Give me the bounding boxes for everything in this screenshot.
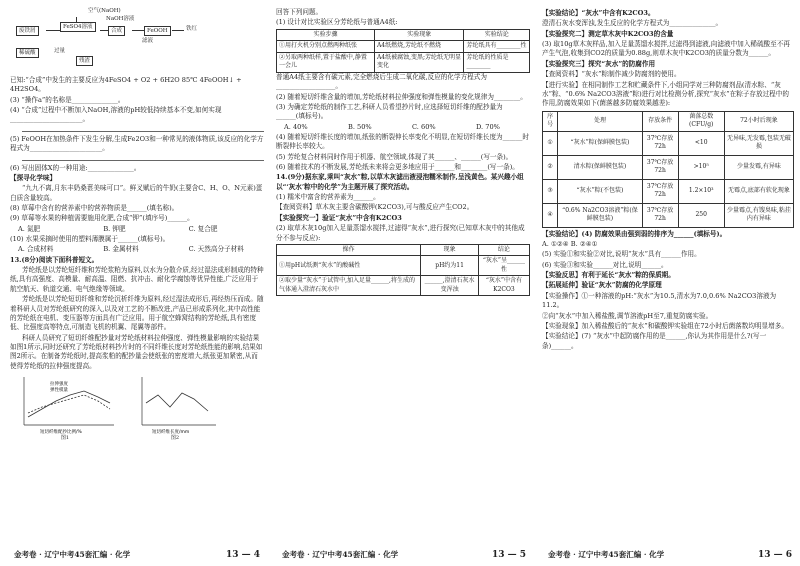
option-a[interactable]: A. 合成材料	[18, 245, 54, 254]
question-14-1: (1) 糯米中富含的营养素为______。	[276, 193, 380, 202]
experiment-phenomenon: 【实验现象】加入稀盐酸后的“灰水”和碳酸钾实验组在72小时后菌落数均明显增多。	[542, 321, 788, 330]
option-a[interactable]: A. 40%	[284, 122, 308, 131]
table-header: 实验现象	[374, 29, 464, 41]
section-title: 【探寻化学味】	[10, 173, 57, 182]
table-cell: 250	[678, 203, 724, 227]
figure-1-xlabel: 短切纤维配抄比例/%	[40, 430, 82, 436]
question-4: (4) “合成”过程中不断加入NaOH,溶液的pH较低持续基本不变,如何实现______________________。	[10, 106, 222, 124]
table-cell: ①用打火机分别点燃两种纸张	[277, 41, 375, 53]
question-5: (5) FeOOH在加热条件下发生分解,生成Fe2O3和一种常见的液体物质,该反应的化学方程式为______________________。	[10, 134, 264, 153]
flow-product-label: 铁红	[186, 26, 198, 32]
option-b[interactable]: B. 钾肥	[103, 224, 126, 233]
question-6: (6) 实验③和实验______对比,说明______。	[542, 260, 668, 269]
table-cell: 37℃存放72h	[642, 203, 678, 227]
table-header: 处理	[558, 111, 642, 131]
experiment-conclusion: 【实验结论】“灰水”中含有K2CO3。	[542, 9, 655, 17]
table-cell: ②另取两种纸样,置于盐酸中,静置一会儿	[277, 52, 375, 72]
table-cell: 清水粽(保鲜膜包装)	[558, 155, 642, 179]
table-cell[interactable]: 芳纶纸具有________性	[464, 41, 530, 53]
table-cell: “灰水”粽(不包装)	[558, 179, 642, 203]
page-column-2	[268, 0, 534, 566]
question-4: (4) 随着短切纤维长度的增加,纸张的断裂伸长率变化不明显,在短切纤维长度为______时断裂伸长率较大。	[276, 132, 530, 151]
table-cell: 无霉点,底部有软化现象	[724, 179, 793, 203]
flow-naoh-label: NaOH溶液	[106, 16, 135, 22]
experiment-setup: 【进行实验】在相同制作工艺和贮藏条件下,小组同学对三种防腐剂品(清水粽、“灰水”粽、“0.6% Na2CO3溶液”粽)进行对比检测分析,探究“灰水”在粽子存放过程中的作用,防腐效果如下(菌落越多防腐效果越差):	[542, 80, 789, 108]
table-header: 现象	[421, 244, 478, 256]
figure-1-legend-1: 拉伸强度	[50, 382, 68, 388]
table-header: 操作	[277, 244, 421, 256]
flow-waste-box: 废铁屑	[16, 26, 39, 36]
question-2: (2) 随着短切纤维含量的增加,芳纶纸材料拉伸强度和弹性模量的变化规律为________。	[276, 92, 527, 101]
section-title: 【实验探究二】测定草木灰中K2CO3的含量	[542, 29, 674, 38]
option-d[interactable]: D. 70%	[476, 122, 500, 131]
table-cell: 37℃存放72h	[642, 131, 678, 155]
table-cell: 37℃存放72h	[642, 179, 678, 203]
question-10: (10) 水果采摘时使用的塑料薄膜属于______(填标号)。	[10, 235, 170, 244]
table-row	[277, 256, 530, 276]
table-cell: 少量霉点,有馊臭味,粘挂内有异味	[724, 203, 793, 227]
table-cell: “灰水”中含有K2CO3	[478, 276, 529, 296]
table-row	[543, 179, 794, 203]
answer-line[interactable]	[22, 156, 264, 161]
intro-line: 回答下列问题。	[276, 8, 323, 16]
options-3	[284, 123, 530, 132]
question-5: (5) 实验①和实验②对比,说明“灰水”具有______作用。	[542, 250, 701, 259]
footer-title: 金考卷 · 辽宁中考45套汇编 · 化学	[14, 550, 131, 560]
page-number: 13 — 4	[225, 550, 260, 561]
question-7: 【实验结论】(7) “灰水”中起防腐作用的是______,你认为其作用是什么?(写一条)______。	[542, 332, 767, 350]
table-cell: <10	[678, 131, 724, 155]
table-cell: >10⁵	[678, 155, 724, 179]
question-1: (1) 设计对比实验区分芳纶纸与普通A4纸:	[276, 18, 398, 27]
flow-tank-box: 合成	[108, 26, 125, 36]
flow-feso4-box: FeSO4溶液	[60, 22, 96, 32]
table-cell[interactable]: ______,澄清石灰水变浑浊	[421, 276, 478, 296]
flow-excess-label: 过量	[54, 48, 66, 54]
passage-paragraph-2: 芳纶纸是以芳纶短切纤维和芳纶沉析纤维为原料,经过湿法成形后,再经热压而成。随着科研人员对芳纶纸研究的深入,以及对工艺的不断改进,产品已形成系列化,其中高性能的芳纶纸在电机、变压器等方面具有广泛应用。用于航空蜂窝结构的芳纶纸,具有密度低、比强度高等特点,可制造飞机的机翼、尾翼等部件。	[10, 295, 264, 332]
footer-title: 金考卷 · 辽宁中考45套汇编 · 化学	[282, 550, 399, 560]
table-row	[277, 52, 530, 72]
process-flow-diagram	[10, 8, 264, 74]
page-column-1	[0, 0, 268, 566]
figure-1-legend-2: 弹性模量	[50, 388, 68, 394]
table-cell: “灰水”粽(保鲜膜包装)	[558, 131, 642, 155]
experiment-table-2	[276, 244, 530, 297]
table-cell: ③	[543, 179, 558, 203]
question-3: (3) “操作a”的名称是______________。	[10, 95, 125, 104]
table-header: 序号	[543, 111, 558, 131]
page-footer	[0, 549, 268, 562]
table-header: 72小时后现象	[724, 111, 793, 131]
experiment-reflection: 【实验反思】有利于延长“灰水”粽的保质期。	[542, 271, 675, 280]
question-4-options[interactable]: A. ①②④ B. ②④①	[542, 239, 598, 248]
reference-info: 【查阅资料】草木灰主要含碳酸钾(K2CO3),可与酸反应产生CO2。	[276, 203, 474, 212]
table-cell: A4纸被腐蚀,变黑;芳纶纸无明显变化	[374, 52, 464, 72]
option-c[interactable]: C. 60%	[412, 122, 436, 131]
figure-1-caption: 图1	[60, 435, 70, 442]
question-6: (6) 写出固体X的一种用途:______________。	[10, 163, 141, 172]
figure-1	[10, 373, 120, 442]
question-9: (9) 草莓等水果的种植需要施用化肥,合成“钾”(填序号)______。	[10, 214, 194, 223]
question-3: (3) 取10g草木灰样品,加入足量蒸馏水搅拌,过滤得到滤液,向滤液中加入稀硫酸至不再产生气泡,收集到CO2的质量为0.88g,则草木灰中K2CO3的质量分数为______。	[542, 40, 790, 58]
table-header: 实验结论	[464, 29, 530, 41]
preservation-table	[542, 111, 794, 228]
table-header: 结论	[478, 244, 529, 256]
table-cell: 1.2×10³	[678, 179, 724, 203]
table-cell[interactable]: “灰水”呈______性	[478, 256, 529, 276]
table-header: 存放条件	[642, 111, 678, 131]
page-column-3	[534, 0, 800, 566]
page-footer	[534, 549, 800, 562]
figure-2	[130, 373, 220, 442]
table-header: 实验步骤	[277, 29, 375, 41]
question-8: (8) 草莓中含有的营养素中的营养物质是______(填名称)。	[10, 203, 179, 212]
page-footer	[268, 549, 534, 562]
question-13-title: 13.(8分)阅读下面科普短文。	[10, 255, 99, 264]
experiment-operation-2: ②向“灰水”中加入稀盐酸,调节溶液pH至7,重复防腐实验。	[542, 311, 713, 320]
passage-paragraph-3: 科研人员研究了短切纤维配抄量对芳纶纸材料拉伸强度、弹性模量影响的实验结果如图1所示,同时还研究了芳纶纸材料抄片时的不同纤维长度对芳纶纸性能的影响,结果如图2所示。在制备芳纶纸时,提高浆粕的配抄量会使纸张的密度增大,纸张更加紧密,从而使得芳纶纸的拉伸强度提高。	[10, 333, 263, 370]
figure-1-chart	[10, 373, 120, 435]
section-title: 【实验探究三】探究“灰水”的防腐作用	[542, 59, 656, 68]
table-cell: pH约为11	[421, 256, 478, 276]
table-cell: 无异味,无发霉,包装无破损	[724, 131, 793, 155]
options-9	[18, 225, 264, 234]
option-b[interactable]: B. 金属材料	[103, 245, 139, 254]
question-14-2: (2) 取草木灰10g加入足量蒸馏水搅拌,过滤得“灰水”,进行探究(已知草木灰中的其他成分不参与反应):	[276, 224, 525, 242]
flow-h2so4-box: 稀硫酸	[16, 48, 39, 58]
table-cell: 37℃存放72h	[642, 155, 678, 179]
table-cell[interactable]: ②取少量“灰水”于试管中,加入足量______,将生成的气体通入澄清石灰水中	[277, 276, 421, 296]
table-header: 菌落总数(CFU/g)	[678, 111, 724, 131]
flow-filtrate-label: 滤液	[142, 38, 154, 44]
reference-info: 【查阅资料】“灰水”粽制作减少防腐剂的使用。	[542, 70, 681, 79]
table-cell: 少量发霉,有异味	[724, 155, 793, 179]
experiment-operation-1: 【实验操作】①一种溶液的pH:“灰水”为10.5,清水为7.0,0.6% Na2CO3溶液为11.2。	[542, 291, 777, 310]
page-number: 13 — 6	[757, 550, 792, 561]
option-c[interactable]: C. 复合肥	[188, 224, 218, 233]
options-10	[18, 245, 264, 254]
answer-line[interactable]	[22, 127, 264, 132]
passage-paragraph-1: 芳纶纸是以芳纶短纤维和芳纶浆粕为原料,以水为分散介质,经过湿法成形制成的特种纸,具有高强度、高模量、耐高温、阻燃、抗冲击、耐化学腐蚀等优异性能,广泛应用于航空航天、轨道交通、电气绝缘等领域。	[10, 266, 264, 293]
question-1-equation: 普通A4纸主要含有碳元素,完全燃烧后生成二氧化碳,反应的化学方程式为__________________。	[276, 72, 487, 91]
page-number: 13 — 5	[491, 550, 526, 561]
option-b[interactable]: B. 50%	[348, 122, 372, 131]
option-a[interactable]: A. 氮肥	[18, 224, 41, 233]
experiment-table-1	[276, 29, 530, 73]
life-intro: “九九不离,月东丰奶桑葚美味可口”。鲜叉赋后的牛奶(主要含C、H、O、N元素)蛋白质含量较高。	[10, 184, 263, 202]
flow-air-label: 空气(NaOH)	[88, 8, 121, 14]
section-title: 【拓展延伸】验证“灰水”防腐的化学原理	[542, 281, 662, 290]
figure-2-chart	[130, 373, 220, 435]
table-row	[543, 203, 794, 227]
table-cell: ①用pH试纸测“灰水”的酸碱性	[277, 256, 421, 276]
flow-feooh-box: FeOOH	[144, 26, 171, 36]
question-6: (6) 随着技术的不断发展,芳纶纸未来将会更多地应用于______和________(写一条)。	[276, 163, 519, 172]
question-14-title: 14.(9分)据东家,乘叫“灰水”粽,以草木灰滤出液浸泡糯米制作,呈浅黄色。某兴趣小组以“‘灰水’粽中的化学”为主题开展了探究活动。	[276, 173, 524, 191]
figure-2-caption: 图2	[170, 435, 180, 442]
table-row	[543, 155, 794, 179]
question-4: 【实验结论】(4) 防腐效果由强到弱的排序为______(填标号)。	[542, 229, 727, 238]
table-cell: ②	[543, 155, 558, 179]
table-row	[277, 41, 530, 53]
footer-title: 金考卷 · 辽宁中考45套汇编 · 化学	[548, 550, 665, 560]
equation-question: 澄清石灰水变浑浊,发生反应的化学方程式为______________。	[542, 19, 723, 28]
question-3: (3) 为确定芳纶纸的制作工艺,科研人员希望抄片时,应选择短切纤维的配抄量为______(填标号)。	[276, 102, 503, 121]
table-cell: ①	[543, 131, 558, 155]
table-row	[543, 131, 794, 155]
option-c[interactable]: C. 天然高分子材料	[188, 245, 244, 254]
figures-row	[10, 373, 264, 442]
question-5: (5) 芳纶复合材料同时作用于机器、航空领域,体现了其______、______(写一条)。	[276, 152, 513, 161]
table-cell: “0.6% Na2CO3溶液”粽(保鲜膜包装)	[558, 203, 642, 227]
section-title: 【实验探究一】验证“灰水”中含有K2CO3	[276, 213, 402, 222]
table-row	[277, 276, 530, 296]
table-cell[interactable]: 芳纶纸的性质是________	[464, 52, 530, 72]
table-cell: ④	[543, 203, 558, 227]
flow-rest-box: 残渣	[76, 56, 93, 66]
reaction-note: 已知:“合成”中发生的主要反应为4FeSO4 + O2 + 6H2O 85℃ 4FeOOH↓ + 4H2SO4。	[10, 76, 242, 94]
figure-2-xlabel: 短切纤维长度/mm	[152, 430, 190, 436]
table-cell: A4纸燃烧,芳纶纸不燃烧	[374, 41, 464, 53]
